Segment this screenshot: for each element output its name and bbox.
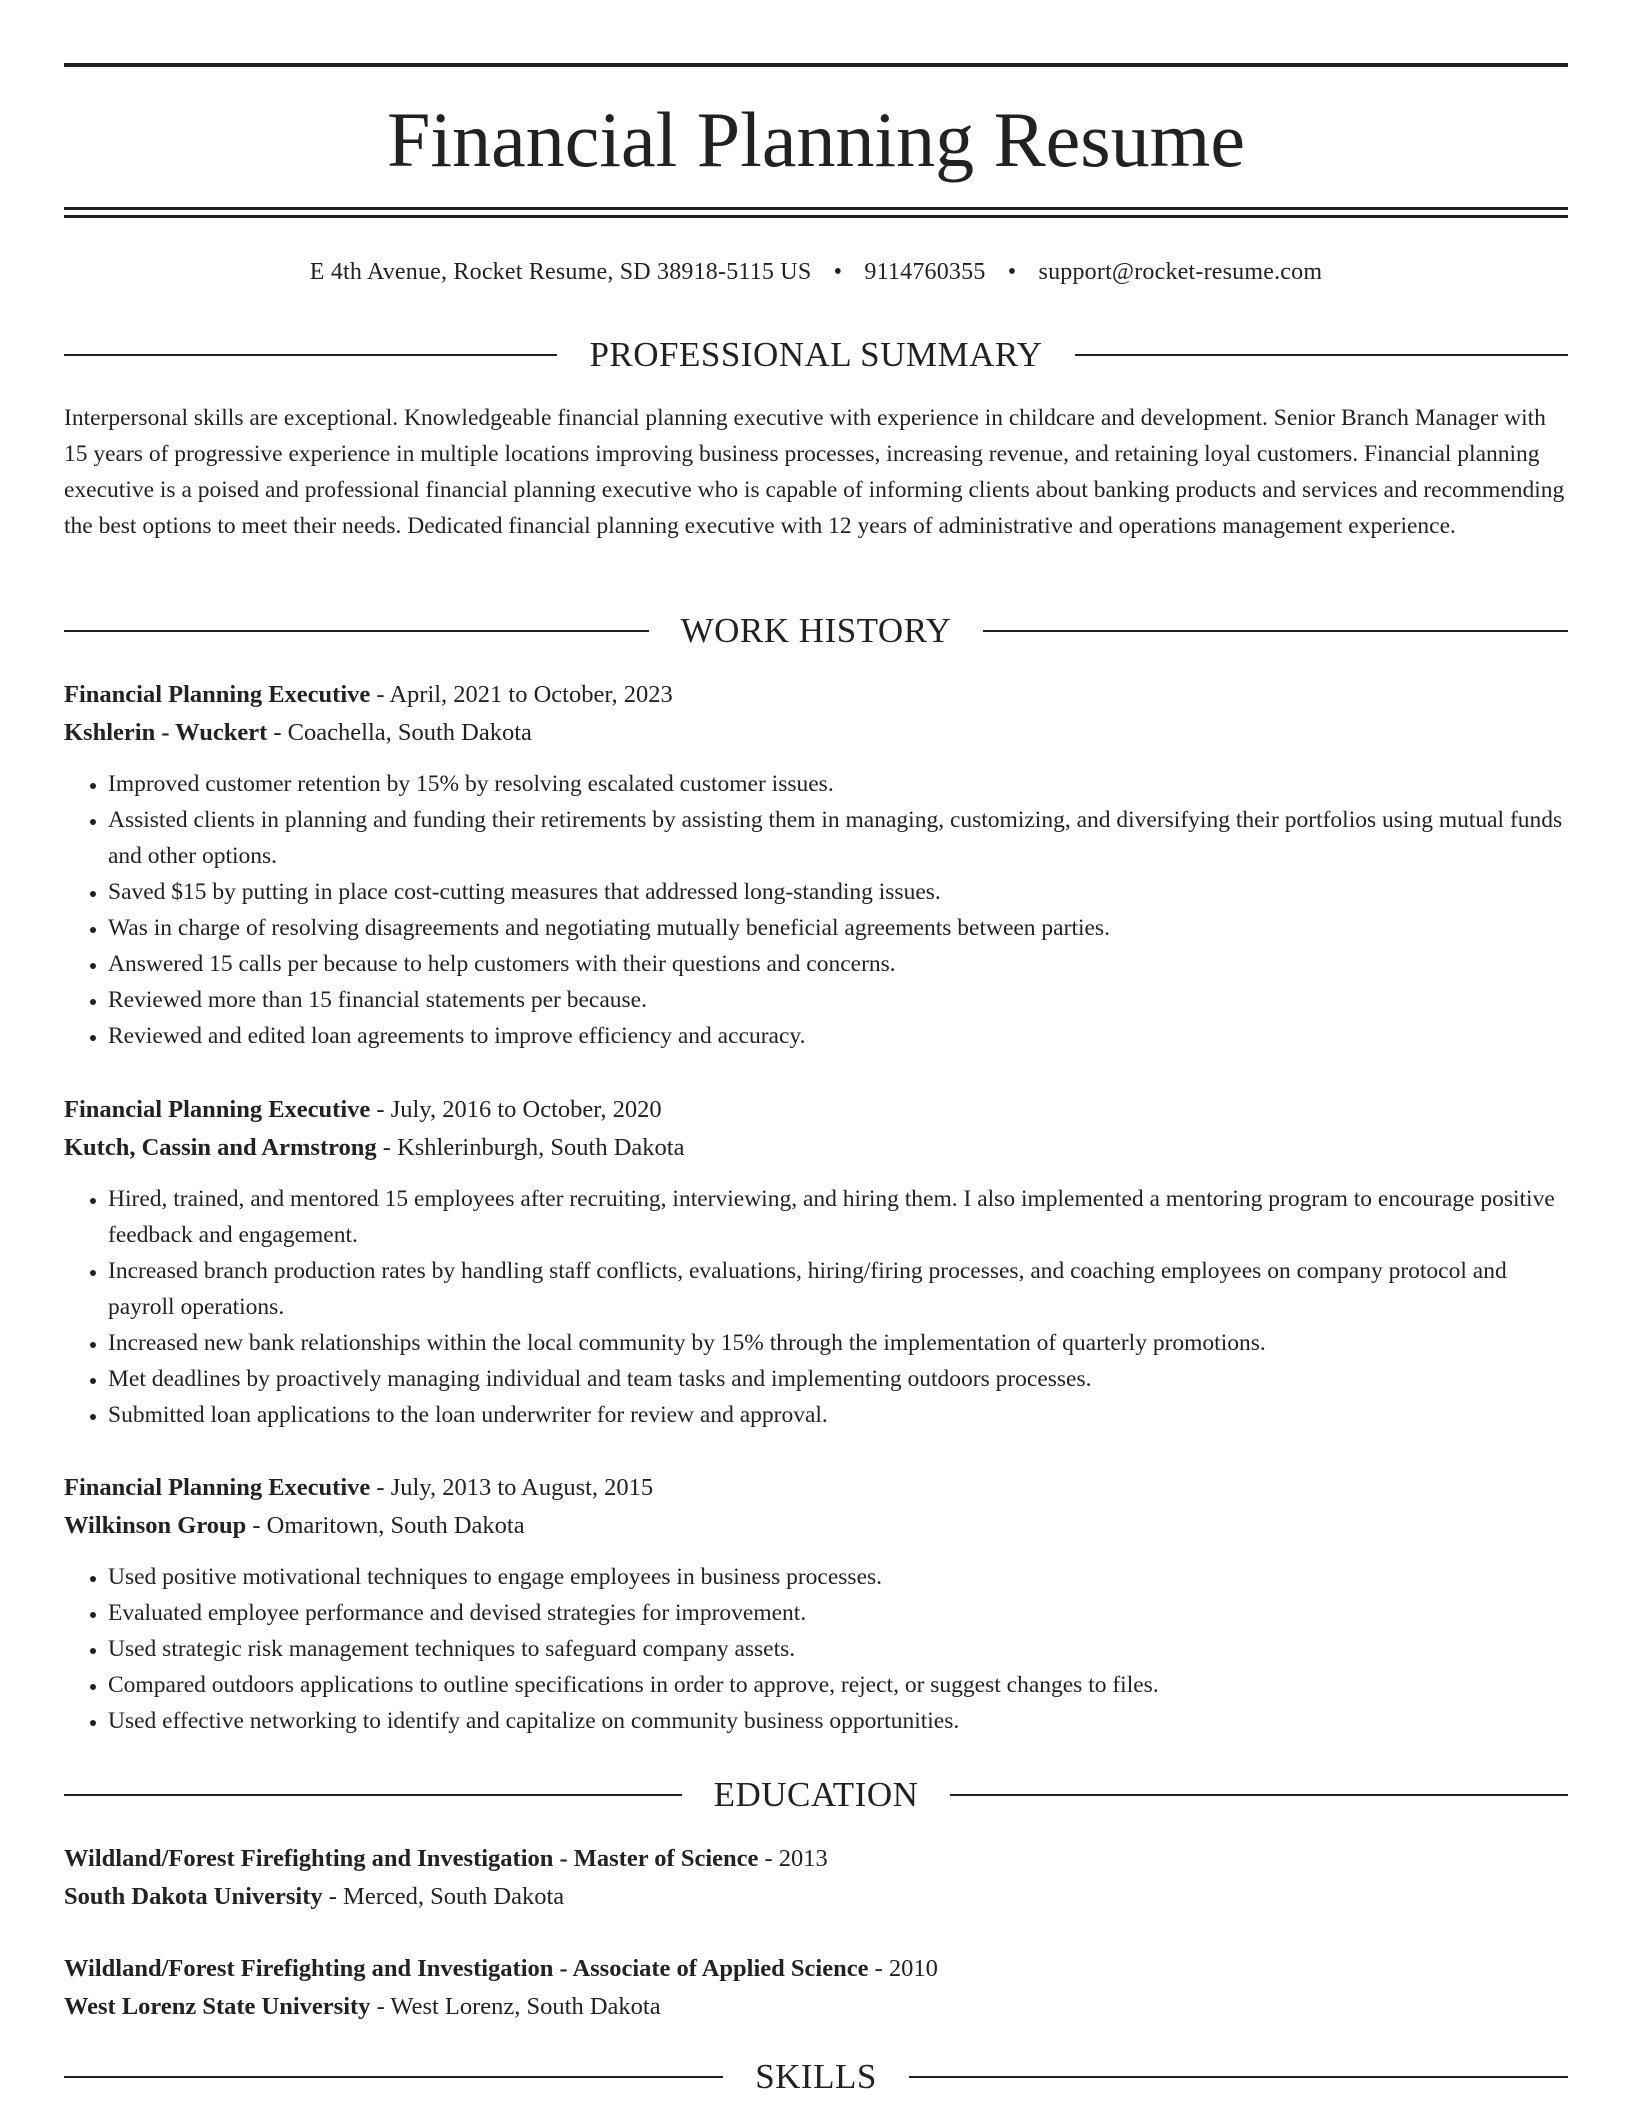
job-bullet-list [64,1559,1568,1739]
heading-rule-right [909,2076,1568,2078]
job-bullet: • Increased new bank relationships within the local community by 15% through the implementation of quarterly promotions. [108,1325,1568,1361]
contact-email: support@rocket-resume.com [1038,259,1323,285]
contact-phone: 9114760355 [864,259,986,285]
heading-rule-left [64,2076,723,2078]
job-bullet: • Used strategic risk management techniques to safeguard company assets. [108,1631,1568,1667]
education-degree-row [64,1950,1568,1988]
title-double-rule-lower [64,215,1568,218]
job-bullet: • Reviewed more than 15 financial statements per because. [108,982,1568,1018]
job-dates: - April, 2021 to October, 2023 [370,681,673,708]
job-company-row [64,1507,1568,1545]
resume-title: Financial Planning Resume [387,96,1245,183]
education-location: - Merced, South Dakota [322,1883,565,1910]
job-bullet: • Used effective networking to identify and capitalize on community business opportunities. [108,1703,1568,1739]
education-year: - 2010 [868,1955,938,1982]
job-bullet-list [64,1181,1568,1433]
education-school-row [64,1988,1568,2026]
job-title: Financial Planning Executive [64,1096,371,1123]
section-heading-skills [64,2057,1568,2097]
job-location: - Omaritown, South Dakota [246,1512,525,1539]
job-company: Wilkinson Group [64,1512,247,1539]
education-entry [64,1950,1568,2026]
job-bullet: • Improved customer retention by 15% by resolving escalated customer issues. [108,766,1568,802]
job-company: Kutch, Cassin and Armstrong [64,1134,377,1161]
job-bullet: • Increased branch production rates by handling staff conflicts, evaluations, hiring/firing processes, and coaching employees on company protocol and payroll operations. [108,1253,1568,1325]
job-title: Financial Planning Executive [64,1474,371,1501]
contact-address: E 4th Avenue, Rocket Resume, SD 38918-5115 US [309,259,812,285]
heading-rule-left [64,630,649,632]
job-bullet: • Answered 15 calls per because to help customers with their questions and concerns. [108,946,1568,982]
job-bullet: • Reviewed and edited loan agreements to improve efficiency and accuracy. [108,1018,1568,1054]
education-location: - West Lorenz, South Dakota [370,1993,661,2020]
job-title-row [64,1091,1568,1129]
job-location: - Kshlerinburgh, South Dakota [376,1134,685,1161]
section-heading-label: SKILLS [755,2057,877,2096]
heading-rule-right [950,1794,1568,1796]
job-bullet: • Saved $15 by putting in place cost-cutting measures that addressed long-standing issues. [108,874,1568,910]
job-bullet: • Met deadlines by proactively managing individual and team tasks and implementing outdoors processes. [108,1361,1568,1397]
job-company: Kshlerin - Wuckert [64,719,268,746]
job-entry [64,1469,1568,1739]
section-heading-summary [64,335,1568,375]
job-title: Financial Planning Executive [64,681,371,708]
education-degree-row [64,1840,1568,1878]
job-dates: - July, 2016 to October, 2020 [370,1096,662,1123]
section-heading-work-history [64,611,1568,651]
job-bullet: • Submitted loan applications to the loan underwriter for review and approval. [108,1397,1568,1433]
title-double-rule-upper [64,207,1568,210]
education-degree: Wildland/Forest Firefighting and Investigation - Associate of Applied Science [64,1955,869,1982]
job-company-row [64,1129,1568,1167]
job-bullet: • Evaluated employee performance and devised strategies for improvement. [108,1595,1568,1631]
job-bullet: • Assisted clients in planning and funding their retirements by assisting them in managing, customizing, and diversifying their portfolios using mutual funds and other options. [108,802,1568,874]
job-bullet: • Hired, trained, and mentored 15 employees after recruiting, interviewing, and hiring them. I also implemented a mentoring program to encourage positive feedback and engagement. [108,1181,1568,1253]
job-dates: - July, 2013 to August, 2015 [370,1474,654,1501]
education-school: West Lorenz State University [64,1993,371,2020]
section-heading-education [64,1775,1568,1815]
job-bullet: • Used positive motivational techniques to engage employees in business processes. [108,1559,1568,1595]
job-title-row [64,1469,1568,1507]
job-location: - Coachella, South Dakota [267,719,532,746]
job-title-row [64,676,1568,714]
job-bullet-list [64,766,1568,1054]
job-bullet: • Was in charge of resolving disagreements and negotiating mutually beneficial agreements between parties. [108,910,1568,946]
education-year: - 2013 [758,1845,828,1872]
heading-rule-right [983,630,1568,632]
job-bullet: • Compared outdoors applications to outline specifications in order to approve, reject, or suggest changes to files. [108,1667,1568,1703]
section-heading-label: WORK HISTORY [680,611,952,650]
education-degree: Wildland/Forest Firefighting and Investigation - Master of Science [64,1845,759,1872]
section-heading-label: EDUCATION [713,1775,919,1814]
contact-separator: • [1007,259,1017,285]
job-entry [64,1091,1568,1433]
education-school: South Dakota University [64,1883,323,1910]
section-heading-label: PROFESSIONAL SUMMARY [589,335,1043,374]
heading-rule-left [64,354,557,356]
education-school-row [64,1878,1568,1916]
contact-separator: • [833,259,843,285]
summary-text: Interpersonal skills are exceptional. Knowledgeable financial planning executive with experience in childcare and development. Senior Branch Manager with 15 years of progressive experience in multiple locations improving business processes, increasing revenue, and retaining loyal customers. Financial planning executive is a poised and professional financial planning executive who is capable of informing clients about banking products and services and recommending the best options to meet their needs. Dedicated financial planning executive with 12 years of administrative and operations management experience. [64,405,1565,539]
heading-rule-left [64,1794,682,1796]
job-entry [64,676,1568,1054]
contact-line [0,256,1632,288]
heading-rule-right [1075,354,1568,356]
top-rule [64,63,1568,67]
job-company-row [64,714,1568,752]
education-entry [64,1840,1568,1916]
